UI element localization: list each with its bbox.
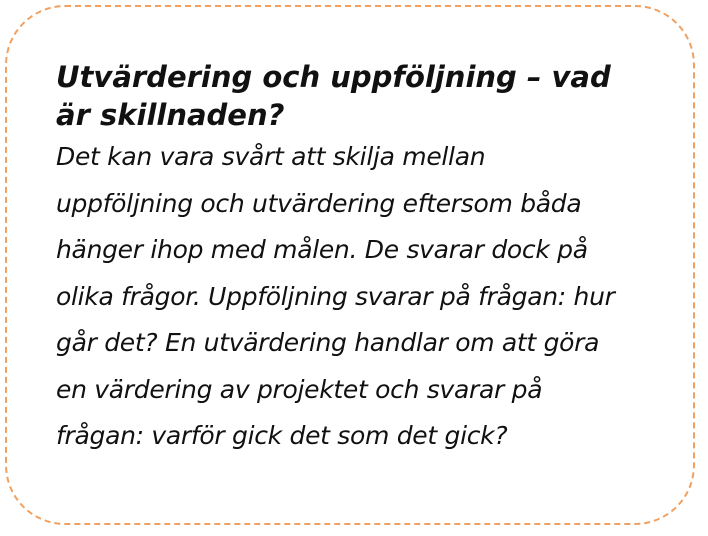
callout-body <box>56 134 656 460</box>
body-line: hänger ihop med målen. De svarar dock på <box>56 235 588 264</box>
body-line: en värdering av projektet och svarar på <box>56 374 543 404</box>
body-line: uppföljning och utvärdering eftersom båda <box>56 188 582 218</box>
body-line: frågan: varför gick det som det gick? <box>56 421 508 450</box>
callout-content <box>56 58 656 460</box>
heading-line: är skillnaden? <box>56 98 285 132</box>
body-line: Det kan vara svårt att skilja mellan <box>56 142 486 171</box>
body-line: olika frågor. Uppföljning svarar på frågan: hur <box>56 281 615 311</box>
callout-heading <box>56 58 656 134</box>
heading-line: Utvärdering och uppföljning – vad <box>56 60 611 94</box>
body-line: går det? En utvärdering handlar om att göra <box>56 328 600 357</box>
